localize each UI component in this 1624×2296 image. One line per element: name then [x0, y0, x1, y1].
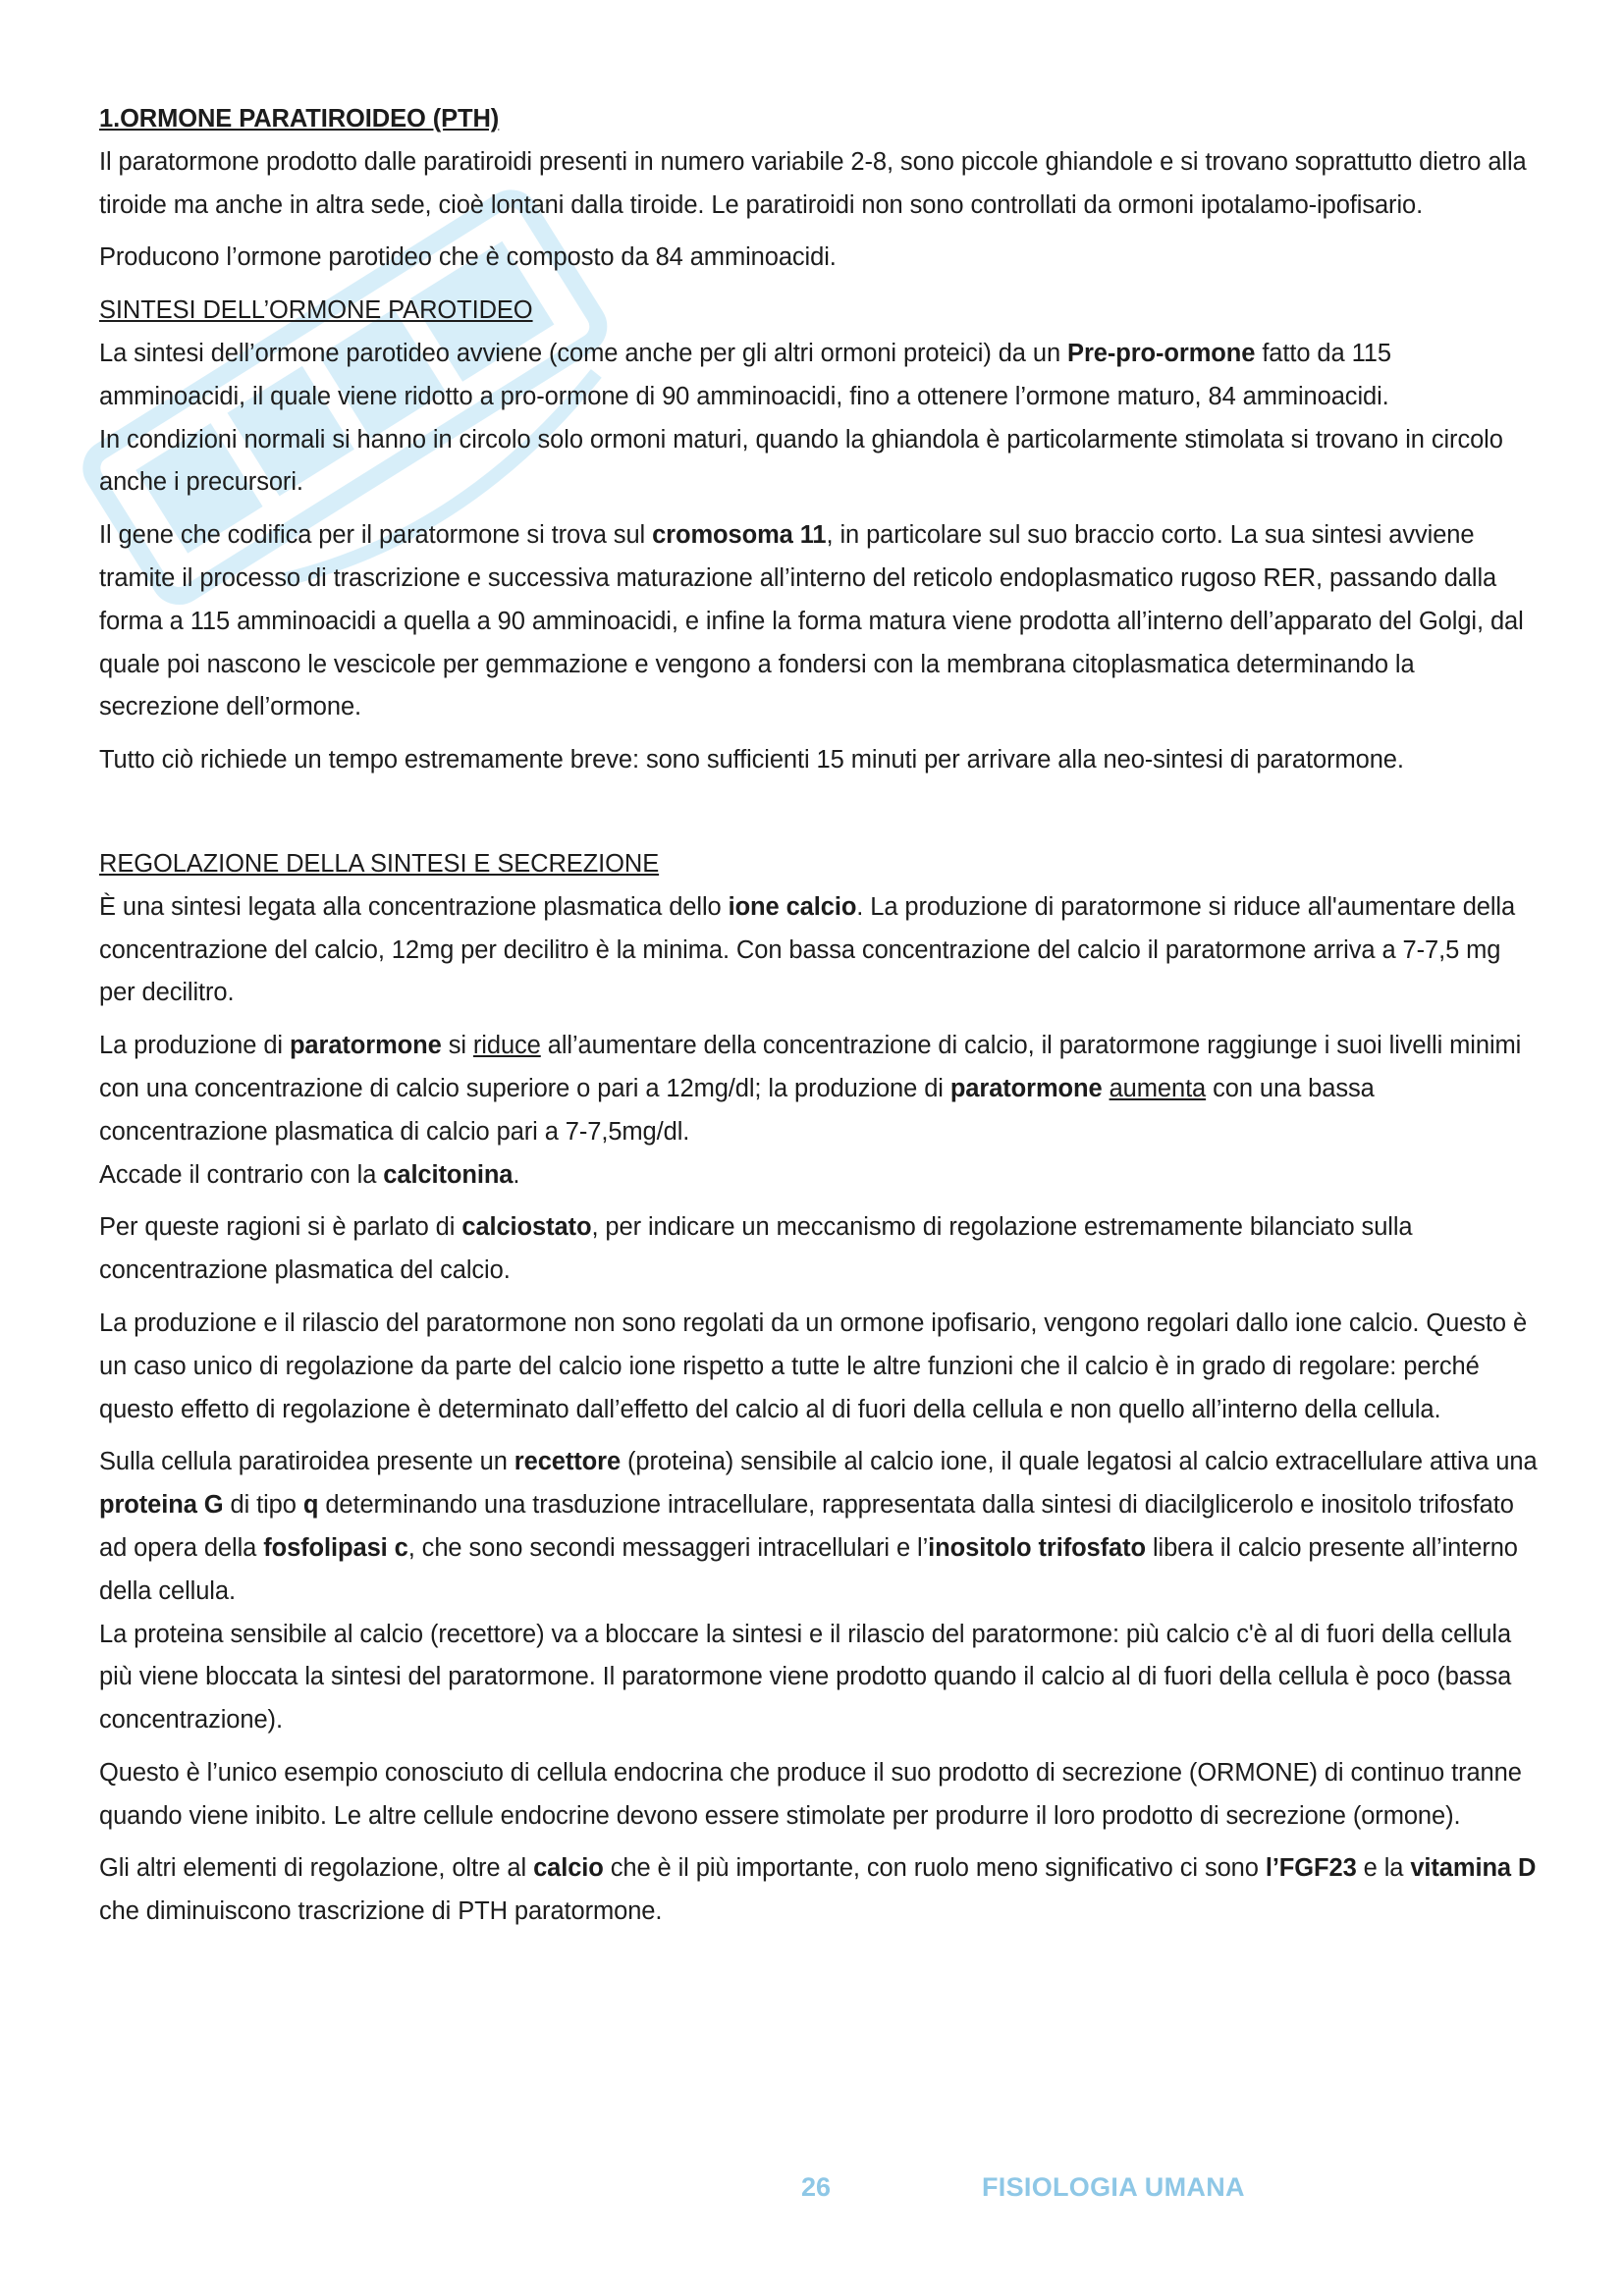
- paragraph: Tutto ciò richiede un tempo estremamente breve: sono sufficienti 15 minuti per arrivare alla neo-sintesi di paratormone.: [99, 746, 1404, 774]
- paragraph: Gli altri elementi di regolazione, oltre al calcio che è il più importante, con ruolo meno significativo ci sono l’FGF23 e la vitamina D che diminuiscono trascrizione di PTH paratormone.: [99, 1854, 1537, 1926]
- highlight-term: calcio: [533, 1854, 604, 1883]
- highlight-term: l’FGF23: [1265, 1854, 1357, 1883]
- highlight-term: Pre-pro-ormone: [1067, 339, 1256, 367]
- highlight-term: ione calcio: [728, 892, 857, 921]
- paragraph: Il gene che codifica per il paratormone si trova sul cromosoma 11, in particolare sul suo braccio corto. La sua sintesi avviene tramite il processo di trascrizione e successiva maturazione all’interno del reticolo endoplasmatico rugoso RER, passando dalla forma a 115 amminoacidi a quella a 90 amminoacidi, e infine la forma matura viene prodotta all’interno dell’apparato del Golgi, dal quale poi nascono le vescicole per gemmazione e vengono a fondersi con la membrana citoplasmatica determinando la secrezione dell’ormone.: [99, 521, 1524, 721]
- highlight-term: cromosoma 11: [652, 521, 827, 550]
- page-number: 26: [801, 2172, 832, 2202]
- highlight-term: inositolo trifosfato: [928, 1533, 1146, 1562]
- highlight-term: paratormone: [289, 1032, 442, 1060]
- highlight-term: proteina G: [99, 1491, 224, 1520]
- highlight-term: recettore: [514, 1448, 622, 1476]
- spacer: [99, 792, 1538, 843]
- paragraph: È una sintesi legata alla concentrazione plasmatica dello ione calcio. La produzione di paratormone si riduce all'aumentare della concentrazione del calcio, 12mg per decilitro è la minima. Con bassa concentrazione del calcio il paratormone arriva a 7-7,5 mg per decilitro.: [99, 892, 1516, 1007]
- highlight-term: calciostato: [461, 1213, 592, 1242]
- paragraph: Per queste ragioni si è parlato di calciostato, per indicare un meccanismo di regolazione estremamente bilanciato sulla concentrazione plasmatica del calcio.: [99, 1213, 1413, 1285]
- highlight-term: vitamina D: [1410, 1854, 1537, 1883]
- underlined-term: riduce: [472, 1032, 541, 1060]
- paragraph: In condizioni normali si hanno in circolo solo ormoni maturi, quando la ghiandola è particolarmente stimolata si trovano in circolo anche i precursori.: [99, 425, 1503, 497]
- paragraph: Questo è l’unico esempio conosciuto di cellula endocrina che produce il suo prodotto di secrezione (ORMONE) di continuo tranne quando viene inibito. Le altre cellule endocrine devono essere stimolate per produrre il loro prodotto di secrezione (ormone).: [99, 1758, 1522, 1830]
- paragraph: La sintesi dell’ormone parotideo avviene (come anche per gli altri ormoni proteici) da un Pre-pro-ormone fatto da 115 amminoacidi, il quale viene ridotto a pro-ormone di 90 amminoacidi, fino a ottenere l’ormone maturo, 84 amminoacidi.: [99, 339, 1391, 410]
- paragraph: La produzione di paratormone si riduce all’aumentare della concentrazione di calcio, il paratormone raggiunge i suoi livelli minimi con una concentrazione di calcio superiore o pari a 12mg/dl; la produzione di paratormone aumenta con una bassa concentrazione plasmatica di calcio pari a 7-7,5mg/dl.: [99, 1032, 1522, 1146]
- page-footer: [0, 2172, 1624, 2221]
- section-title-sintesi: SINTESI DELL’ORMONE PAROTIDEO: [99, 296, 533, 325]
- paragraph: Il paratormone prodotto dalle paratiroidi presenti in numero variabile 2-8, sono piccole ghiandole e si trovano soprattutto dietro alla tiroide ma anche in altra sede, cioè lontani dalla tiroide. Le paratiroidi non sono controllati da ormoni ipotalamo-ipofisario.: [99, 147, 1527, 219]
- section-title-regolazione: REGOLAZIONE DELLA SINTESI E SECREZIONE: [99, 849, 660, 878]
- highlight-term: calcitonina: [383, 1160, 514, 1189]
- paragraph: La proteina sensibile al calcio (recettore) va a bloccare la sintesi e il rilascio del paratormone: più calcio c'è al di fuori della cellula più viene bloccata la sintesi del paratormone. Il paratormone viene prodotto quando il calcio al di fuori della cellula è poco (bassa concentrazione).: [99, 1620, 1512, 1735]
- document-body: [99, 98, 1538, 1944]
- highlight-term: fosfolipasi c: [263, 1533, 408, 1562]
- highlight-term: q: [302, 1491, 319, 1520]
- section-title-pth: 1.ORMONE PARATIROIDEO (PTH): [99, 105, 500, 133]
- highlight-term: paratormone: [949, 1074, 1103, 1102]
- paragraph: La produzione e il rilascio del paratormone non sono regolati da un ormone ipofisario, vengono regolari dallo ione calcio. Questo è un caso unico di regolazione da parte del calcio ione rispetto a tutte le altre funzioni che il calcio è in grado di regolare: perché questo effetto di regolazione è determinato dall’effetto del calcio al di fuori della cellula e non quello all’interno della cellula.: [99, 1308, 1528, 1423]
- footer-title: FISIOLOGIA UMANA: [982, 2172, 1245, 2202]
- underlined-term: aumenta: [1109, 1074, 1207, 1102]
- paragraph: Producono l’ormone parotideo che è composto da 84 amminoacidi.: [99, 243, 837, 272]
- paragraph: Sulla cellula paratiroidea presente un recettore (proteina) sensibile al calcio ione, il quale legatosi al calcio extracellulare attiva una proteina G di tipo q determinando una trasduzione intracellulare, rappresentata dalla sintesi di diacilglicerolo e inositolo trifosfato ad opera della fosfolipasi c, che sono secondi messaggeri intracellulari e l’inositolo trifosfato libera il calcio presente all’interno della cellula.: [99, 1448, 1538, 1605]
- paragraph: Accade il contrario con la calcitonina.: [99, 1160, 520, 1189]
